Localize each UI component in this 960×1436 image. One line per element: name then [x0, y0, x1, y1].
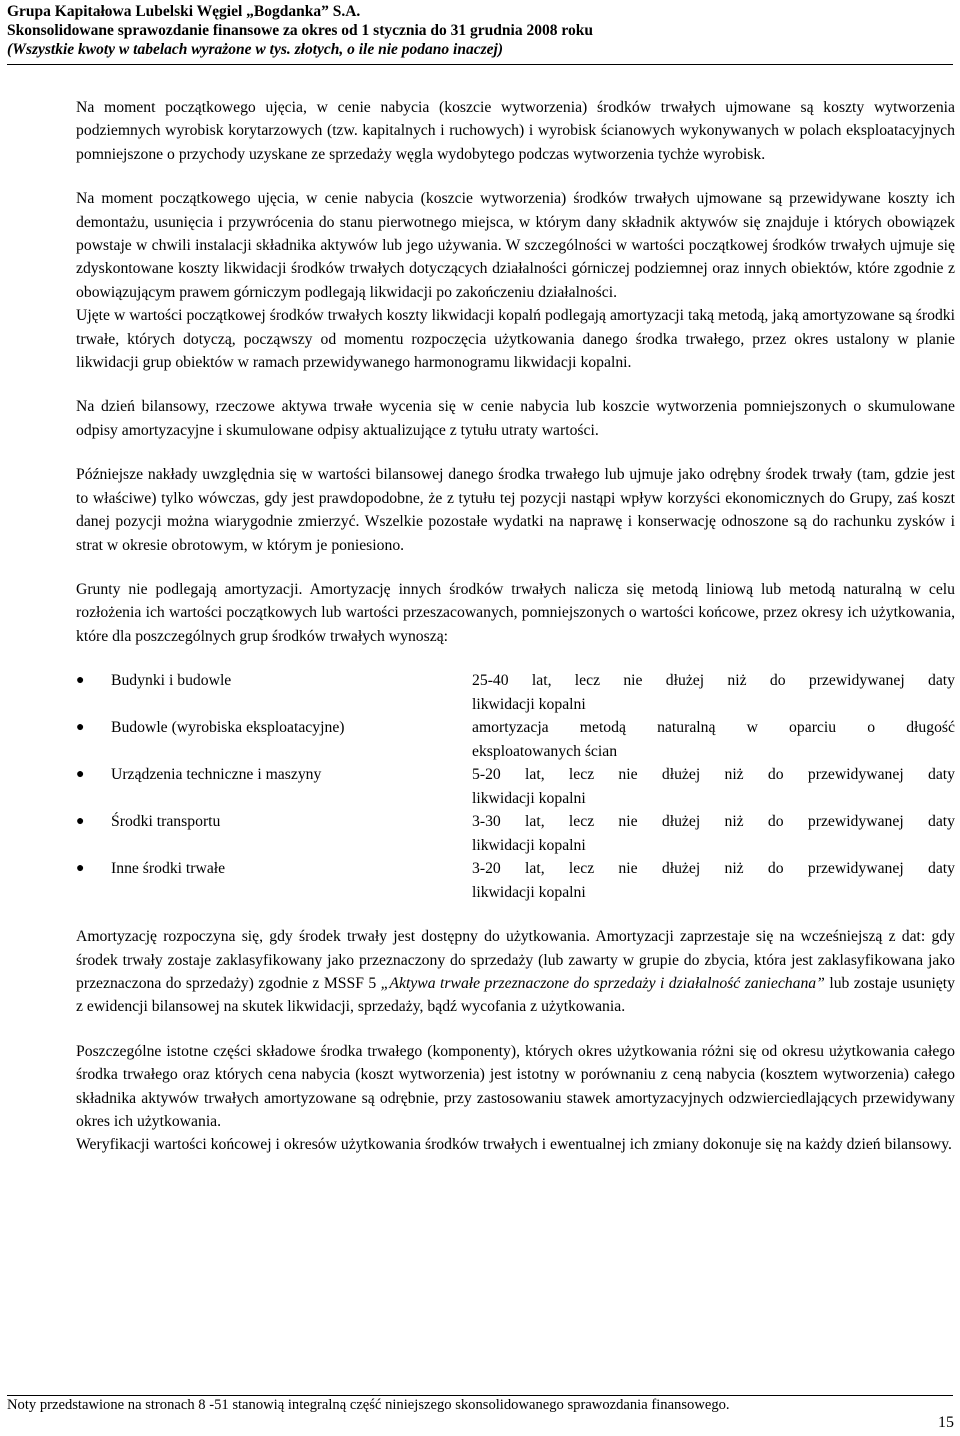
bullet-icon: ●: [76, 767, 85, 783]
paragraph-depreciation-start-stop: Amortyzację rozpoczyna się, gdy środek trwały jest dostępny do użytkowania. Amortyzacji zaprzestaje się na wcześniejszą z dat: gdy środek trwały zostaje zaklasyfikowany jako przeznaczony do sprzedaży (lub zawarty w grupie do zbycia, która jest zaklasyfikowana jako przeznaczona do sprzedaży) zgodnie z MSSF 5 „Aktywa trwałe przeznaczone do sprzedaży i działalność zaniechana” lub zostaje usunięty z ewidencji bilansowej na skutek likwidacji, sprzedaży, bądź wycofania z użytkowania.: [76, 928, 955, 1016]
list-item: [76, 857, 955, 904]
asset-useful-life: 5-20 lat, lecz nie dłużej niż do przewidywanej daty likwidacji kopalni: [472, 766, 955, 807]
report-title: Skonsolidowane sprawozdanie finansowe za okres od 1 stycznia do 31 grudnia 2008 roku: [7, 22, 593, 39]
footer-divider: [7, 1395, 953, 1396]
paragraph-initial-recognition-excavations: Na moment początkowego ujęcia, w cenie nabycia (koszcie wytworzenia) środków trwałych ujmowane są koszty wytworzenia podziemnych wyrobisk korytarzowych (tzw. kapitalnych i ruchowych) i wyrobisk ścianowych wykonywanych w polach eksploatacyjnych pomniejszone o przychody uzyskane ze sprzedaży węgla wydobytego podczas wytworzenia tychże wyrobisk.: [76, 99, 955, 163]
asset-group-name: Inne środki trwałe: [111, 860, 226, 878]
paragraph-components: Poszczególne istotne części składowe środka trwałego (komponenty), których okres użytkowania różni się od okresu użytkowania całego środka trwałego oraz których cena nabycia (koszt wytworzenia) jest istotny w porównaniu z ceną nabycia (kosztem wytworzenia) całego składnika aktywów trwałych amortyzowane są odrębnie, przy zastosowaniu stawek amortyzacyjnych odzwierciedlających przewidywany okres ich użytkowania.: [76, 1042, 955, 1130]
list-item: [76, 763, 955, 810]
asset-useful-life: 3-20 lat, lecz nie dłużej niż do przewidywanej daty likwidacji kopalni: [472, 860, 955, 901]
amounts-note: (Wszystkie kwoty w tabelach wyrażone w tys. złotych, o ile nie podano inaczej): [7, 41, 503, 58]
paragraph-depreciation-methods: Grunty nie podlegają amortyzacji. Amortyzację innych środków trwałych nalicza się metodą liniową lub metodą naturalną w celu rozłożenia ich wartości początkowych lub wartości przeszacowanych, pomniejszonych o wartości końcowe, przez okresy ich użytkowania, które dla poszczególnych grup środków trwałych wynoszą:: [76, 580, 955, 645]
paragraph-dismantling-costs: Na moment początkowego ujęcia, w cenie nabycia (koszcie wytworzenia) środków trwałych ujmowane są przewidywane koszty ich demontażu, usunięcia i przywrócenia do stanu pierwotnego miejsca, w którym dany składnik aktywów się znajduje i których obowiązek powstaje w chwili instalacji składnika aktywów lub jego używania. W szczególności w wartości początkowej środków trwałych ujmuje się zdyskontowane koszty likwidacji środków trwałych dotyczących działalności górniczej podziemnej oraz innych obiektów, które zgodnie z obowiązującym prawem górniczym podlegają likwidacji po zakończeniu działalności.: [76, 190, 955, 301]
asset-useful-life: amortyzacja metodą naturalną w oparciu o długość eksploatowanych ścian: [472, 719, 955, 760]
asset-useful-life: 25-40 lat, lecz nie dłużej niż do przewidywanej daty likwidacji kopalni: [472, 672, 955, 713]
asset-useful-life: 3-30 lat, lecz nie dłużej niż do przewidywanej daty likwidacji kopalni: [472, 813, 955, 854]
asset-group-name: Budowle (wyrobiska eksploatacyjne): [111, 719, 345, 737]
bullet-icon: ●: [76, 720, 85, 736]
list-item: [76, 810, 955, 857]
page-header: [7, 2, 947, 59]
paragraph-subsequent-expenditure: Późniejsze nakłady uwzględnia się w wartości bilansowej danego środka trwałego lub ujmuje jako odrębny środek trwały (tam, gdzie jest to właściwe) tylko wówczas, gdy jest prawdopodobne, że z tytułu tej pozycji nastąpi wpływ korzyści ekonomicznych do Grupy, zaś koszt danej pozycji można wiarygodnie zmierzyć. Wszelkie pozostałe wydatki na naprawę i konserwację odnoszone są do rachunku zysków i strat w okresie obrotowym, w którym je poniesiono.: [76, 466, 955, 554]
paragraph-mine-liquidation-costs: Ujęte w wartości początkowej środków trwałych koszty likwidacji kopalń podlegają amortyzacji taką metodą, jaką amortyzowane są środki trwałe, których dotyczą, począwszy od momentu rozpoczęcia użytkowania danego środka trwałego, przez okres ustalony w planie likwidacji grup obiektów w ramach przewidywanego harmonogramu likwidacji kopalni.: [76, 307, 955, 372]
list-item: [76, 716, 955, 763]
asset-group-name: Budynki i budowle: [111, 672, 232, 690]
paragraph-residual-value-review: Weryfikacji wartości końcowej i okresów użytkowania środków trwałych i ewentualnej ich zmiany dokonuje się na każdy dzień bilansowy.: [76, 1136, 952, 1154]
document-body: [76, 96, 955, 1157]
header-divider: [7, 64, 953, 65]
paragraph-balance-sheet-valuation: Na dzień bilansowy, rzeczowe aktywa trwałe wycenia się w cenie nabycia lub koszcie wytworzenia pomniejszonych o skumulowane odpisy amortyzacyjne i skumulowane odpisy aktualizujące z tytułu utraty wartości.: [76, 398, 955, 439]
company-name: Grupa Kapitałowa Lubelski Węgiel „Bogdanka” S.A.: [7, 3, 361, 20]
useful-lives-list: [76, 669, 955, 904]
page-number: 15: [938, 1414, 954, 1431]
footer-note: Noty przedstawione na stronach 8 -51 stanowią integralną część niniejszego skonsolidowanego sprawozdania finansowego.: [7, 1397, 730, 1413]
bullet-icon: ●: [76, 861, 85, 877]
ifrs5-title: „Aktywa trwałe przeznaczone do sprzedaży i działalność zaniechana”: [380, 974, 825, 992]
bullet-icon: ●: [76, 814, 85, 830]
asset-group-name: Środki transportu: [111, 813, 221, 831]
asset-group-name: Urządzenia techniczne i maszyny: [111, 766, 322, 784]
bullet-icon: ●: [76, 673, 85, 689]
list-item: [76, 669, 955, 716]
